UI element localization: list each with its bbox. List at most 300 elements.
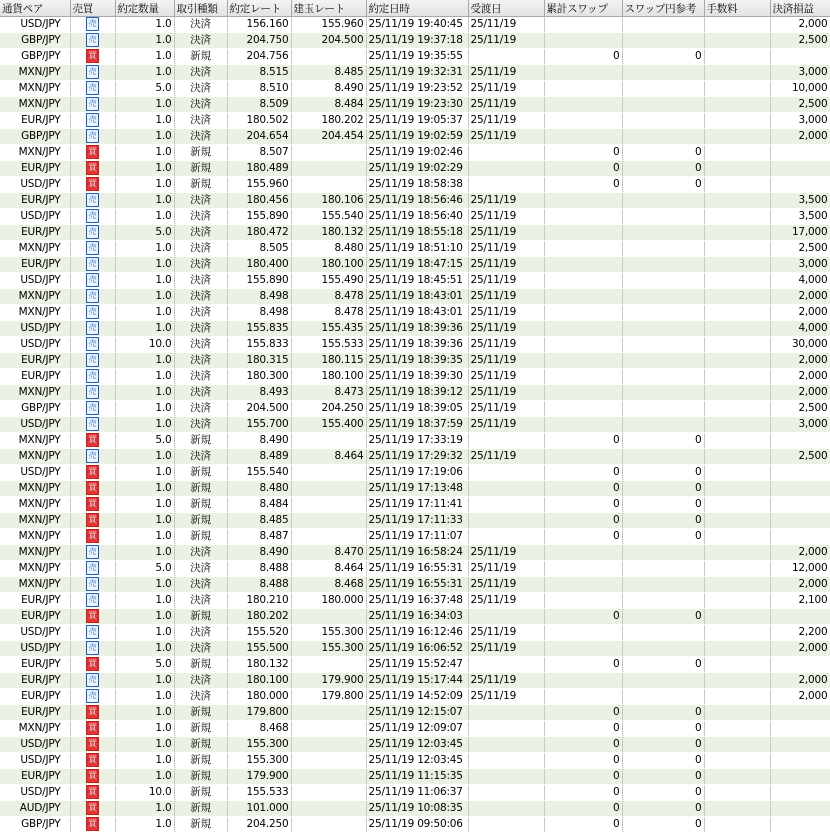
table-row[interactable] — [0, 161, 830, 177]
settlement-pl-cell: 2,500 — [770, 241, 830, 257]
settlement-pl-cell — [770, 705, 830, 721]
table-row[interactable] — [0, 65, 830, 81]
exec-rate-cell: 155.833 — [227, 337, 291, 353]
table-row[interactable] — [0, 529, 830, 545]
trade-type-cell: 新規 — [174, 177, 227, 193]
exec-rate-cell: 8.484 — [227, 497, 291, 513]
sell-badge: 売 — [86, 417, 99, 431]
table-row[interactable] — [0, 321, 830, 337]
settlement-date-cell: 25/11/19 — [468, 545, 544, 561]
side-cell — [70, 529, 115, 545]
settlement-date-cell: 25/11/19 — [468, 417, 544, 433]
side-cell — [70, 577, 115, 593]
table-row[interactable] — [0, 817, 830, 833]
exec-datetime-cell: 25/11/19 18:39:35 — [366, 353, 468, 369]
quantity-cell: 1.0 — [115, 609, 174, 625]
table-row[interactable] — [0, 49, 830, 65]
side-cell — [70, 81, 115, 97]
cumulative-swap-cell: 0 — [544, 705, 622, 721]
swap-yen-reference-cell — [622, 561, 704, 577]
settlement-date-cell — [468, 657, 544, 673]
cumulative-swap-cell: 0 — [544, 497, 622, 513]
settlement-date-cell — [468, 801, 544, 817]
quantity-cell: 1.0 — [115, 593, 174, 609]
settlement-date-cell: 25/11/19 — [468, 689, 544, 705]
pair-cell: USD/JPY — [0, 209, 70, 225]
exec-datetime-cell: 25/11/19 18:39:36 — [366, 321, 468, 337]
col-header-exec-datetime[interactable]: 約定日時 — [366, 0, 468, 17]
trade-type-cell: 新規 — [174, 657, 227, 673]
table-row[interactable] — [0, 257, 830, 273]
exec-rate-cell: 155.300 — [227, 753, 291, 769]
table-row[interactable] — [0, 705, 830, 721]
position-rate-cell: 155.533 — [291, 337, 366, 353]
exec-datetime-cell: 25/11/19 12:03:45 — [366, 753, 468, 769]
table-row[interactable] — [0, 145, 830, 161]
pair-cell: USD/JPY — [0, 625, 70, 641]
sell-badge: 売 — [86, 689, 99, 703]
exec-rate-cell: 204.654 — [227, 129, 291, 145]
table-row[interactable] — [0, 449, 830, 465]
pair-cell: MXN/JPY — [0, 529, 70, 545]
pair-cell: AUD/JPY — [0, 801, 70, 817]
exec-rate-cell: 8.485 — [227, 513, 291, 529]
quantity-cell: 1.0 — [115, 289, 174, 305]
quantity-cell: 5.0 — [115, 433, 174, 449]
quantity-cell: 1.0 — [115, 385, 174, 401]
trade-type-cell: 決済 — [174, 129, 227, 145]
exec-datetime-cell: 25/11/19 10:08:35 — [366, 801, 468, 817]
table-row[interactable] — [0, 97, 830, 113]
settlement-date-cell — [468, 721, 544, 737]
table-row[interactable] — [0, 609, 830, 625]
position-rate-cell — [291, 481, 366, 497]
quantity-cell: 1.0 — [115, 513, 174, 529]
col-header-trade-type[interactable]: 取引種類 — [174, 0, 227, 17]
pair-cell: EUR/JPY — [0, 353, 70, 369]
swap-yen-reference-cell: 0 — [622, 753, 704, 769]
trade-type-cell: 新規 — [174, 737, 227, 753]
table-row[interactable] — [0, 289, 830, 305]
quantity-cell: 5.0 — [115, 81, 174, 97]
table-row[interactable] — [0, 753, 830, 769]
position-rate-cell: 8.468 — [291, 577, 366, 593]
side-cell — [70, 497, 115, 513]
position-rate-cell: 8.478 — [291, 289, 366, 305]
side-cell — [70, 465, 115, 481]
position-rate-cell — [291, 609, 366, 625]
table-row[interactable] — [0, 225, 830, 241]
commission-cell — [704, 385, 770, 401]
trade-type-cell: 決済 — [174, 561, 227, 577]
swap-yen-reference-cell: 0 — [622, 513, 704, 529]
table-row[interactable] — [0, 17, 830, 33]
table-row[interactable] — [0, 769, 830, 785]
settlement-date-cell: 25/11/19 — [468, 353, 544, 369]
settlement-pl-cell — [770, 721, 830, 737]
swap-yen-reference-cell — [622, 273, 704, 289]
sell-badge: 売 — [86, 241, 99, 255]
swap-yen-reference-cell: 0 — [622, 657, 704, 673]
exec-datetime-cell: 25/11/19 19:02:46 — [366, 145, 468, 161]
cumulative-swap-cell: 0 — [544, 753, 622, 769]
table-row[interactable] — [0, 305, 830, 321]
side-cell — [70, 561, 115, 577]
pair-cell: MXN/JPY — [0, 561, 70, 577]
quantity-cell: 1.0 — [115, 401, 174, 417]
table-row[interactable] — [0, 801, 830, 817]
settlement-date-cell: 25/11/19 — [468, 209, 544, 225]
exec-rate-cell: 8.490 — [227, 433, 291, 449]
table-row[interactable] — [0, 369, 830, 385]
col-header-settlement-date[interactable]: 受渡日 — [468, 0, 544, 17]
commission-cell — [704, 465, 770, 481]
side-cell — [70, 737, 115, 753]
cumulative-swap-cell — [544, 641, 622, 657]
settlement-pl-cell: 2,000 — [770, 369, 830, 385]
commission-cell — [704, 737, 770, 753]
position-rate-cell: 8.464 — [291, 561, 366, 577]
exec-datetime-cell: 25/11/19 19:02:59 — [366, 129, 468, 145]
col-header-quantity[interactable]: 約定数量 — [115, 0, 174, 17]
table-row[interactable] — [0, 433, 830, 449]
exec-rate-cell: 8.487 — [227, 529, 291, 545]
col-header-commission[interactable]: 手数料 — [704, 0, 770, 17]
table-row[interactable] — [0, 465, 830, 481]
quantity-cell: 1.0 — [115, 689, 174, 705]
side-cell — [70, 609, 115, 625]
sell-badge: 売 — [86, 673, 99, 687]
settlement-pl-cell — [770, 657, 830, 673]
sell-badge: 売 — [86, 385, 99, 399]
position-rate-cell: 8.478 — [291, 305, 366, 321]
exec-datetime-cell: 25/11/19 16:58:24 — [366, 545, 468, 561]
buy-badge: 買 — [86, 769, 99, 783]
side-cell — [70, 241, 115, 257]
position-rate-cell: 155.400 — [291, 417, 366, 433]
commission-cell — [704, 817, 770, 833]
trade-type-cell: 決済 — [174, 337, 227, 353]
buy-badge: 買 — [86, 801, 99, 815]
quantity-cell: 1.0 — [115, 801, 174, 817]
position-rate-cell: 180.000 — [291, 593, 366, 609]
col-header-settlement-pl[interactable]: 決済損益 — [770, 0, 830, 17]
settlement-date-cell: 25/11/19 — [468, 81, 544, 97]
position-rate-cell — [291, 753, 366, 769]
table-row[interactable] — [0, 657, 830, 673]
swap-yen-reference-cell — [622, 641, 704, 657]
cumulative-swap-cell — [544, 33, 622, 49]
settlement-pl-cell: 17,000 — [770, 225, 830, 241]
swap-yen-reference-cell — [622, 257, 704, 273]
table-row[interactable] — [0, 81, 830, 97]
table-row[interactable] — [0, 193, 830, 209]
settlement-pl-cell: 2,000 — [770, 17, 830, 33]
exec-datetime-cell: 25/11/19 17:13:48 — [366, 481, 468, 497]
pair-cell: EUR/JPY — [0, 225, 70, 241]
quantity-cell: 1.0 — [115, 177, 174, 193]
trade-type-cell: 新規 — [174, 161, 227, 177]
exec-rate-cell: 204.500 — [227, 401, 291, 417]
commission-cell — [704, 177, 770, 193]
exec-datetime-cell: 25/11/19 11:06:37 — [366, 785, 468, 801]
settlement-date-cell — [468, 465, 544, 481]
exec-rate-cell: 155.890 — [227, 273, 291, 289]
commission-cell — [704, 705, 770, 721]
table-row[interactable] — [0, 33, 830, 49]
buy-badge: 買 — [86, 161, 99, 175]
pair-cell: EUR/JPY — [0, 609, 70, 625]
table-row[interactable] — [0, 177, 830, 193]
position-rate-cell: 8.485 — [291, 65, 366, 81]
table-row[interactable] — [0, 721, 830, 737]
quantity-cell: 1.0 — [115, 49, 174, 65]
commission-cell — [704, 481, 770, 497]
position-rate-cell — [291, 769, 366, 785]
cumulative-swap-cell: 0 — [544, 737, 622, 753]
cumulative-swap-cell: 0 — [544, 145, 622, 161]
pair-cell: MXN/JPY — [0, 289, 70, 305]
sell-badge: 売 — [86, 113, 99, 127]
quantity-cell: 1.0 — [115, 17, 174, 33]
side-cell — [70, 417, 115, 433]
pair-cell: USD/JPY — [0, 273, 70, 289]
settlement-pl-cell — [770, 785, 830, 801]
table-row[interactable] — [0, 593, 830, 609]
settlement-date-cell: 25/11/19 — [468, 561, 544, 577]
trade-type-cell: 新規 — [174, 721, 227, 737]
table-row[interactable] — [0, 417, 830, 433]
exec-rate-cell: 8.498 — [227, 289, 291, 305]
swap-yen-reference-cell — [622, 449, 704, 465]
table-row[interactable] — [0, 785, 830, 801]
trade-type-cell: 新規 — [174, 817, 227, 833]
exec-rate-cell: 155.960 — [227, 177, 291, 193]
settlement-pl-cell: 3,500 — [770, 193, 830, 209]
swap-yen-reference-cell — [622, 545, 704, 561]
buy-badge: 買 — [86, 497, 99, 511]
settlement-pl-cell: 3,500 — [770, 209, 830, 225]
buy-badge: 買 — [86, 657, 99, 671]
trade-type-cell: 決済 — [174, 241, 227, 257]
position-rate-cell — [291, 705, 366, 721]
commission-cell — [704, 657, 770, 673]
table-row[interactable] — [0, 385, 830, 401]
settlement-pl-cell — [770, 513, 830, 529]
table-row[interactable] — [0, 241, 830, 257]
table-row[interactable] — [0, 481, 830, 497]
buy-badge: 買 — [86, 753, 99, 767]
settlement-pl-cell: 4,000 — [770, 321, 830, 337]
table-row[interactable] — [0, 561, 830, 577]
col-header-exec-rate[interactable]: 約定レート — [227, 0, 291, 17]
pair-cell: MXN/JPY — [0, 65, 70, 81]
side-cell — [70, 817, 115, 833]
quantity-cell: 1.0 — [115, 65, 174, 81]
table-row[interactable] — [0, 689, 830, 705]
trade-type-cell: 新規 — [174, 513, 227, 529]
col-header-pair[interactable]: 通貨ペア — [0, 0, 70, 17]
position-rate-cell: 155.960 — [291, 17, 366, 33]
settlement-date-cell: 25/11/19 — [468, 449, 544, 465]
col-header-swap-yen-reference[interactable]: スワップ円参考 — [622, 0, 704, 17]
commission-cell — [704, 145, 770, 161]
position-rate-cell: 8.480 — [291, 241, 366, 257]
commission-cell — [704, 513, 770, 529]
cumulative-swap-cell — [544, 289, 622, 305]
side-cell — [70, 353, 115, 369]
sell-badge: 売 — [86, 17, 99, 31]
table-row[interactable] — [0, 737, 830, 753]
position-rate-cell: 155.490 — [291, 273, 366, 289]
side-cell — [70, 545, 115, 561]
col-header-side[interactable]: 売買 — [70, 0, 115, 17]
swap-yen-reference-cell — [622, 81, 704, 97]
position-rate-cell — [291, 657, 366, 673]
exec-rate-cell: 180.400 — [227, 257, 291, 273]
trade-type-cell: 決済 — [174, 353, 227, 369]
commission-cell — [704, 801, 770, 817]
table-row[interactable] — [0, 129, 830, 145]
cumulative-swap-cell — [544, 113, 622, 129]
col-header-cumulative-swap[interactable]: 累計スワップ — [544, 0, 622, 17]
sell-badge: 売 — [86, 65, 99, 79]
pair-cell: GBP/JPY — [0, 129, 70, 145]
table-row[interactable] — [0, 513, 830, 529]
side-cell — [70, 401, 115, 417]
cumulative-swap-cell — [544, 369, 622, 385]
table-row[interactable] — [0, 673, 830, 689]
side-cell — [70, 113, 115, 129]
cumulative-swap-cell — [544, 417, 622, 433]
side-cell — [70, 257, 115, 273]
exec-datetime-cell: 25/11/19 18:43:01 — [366, 305, 468, 321]
pair-cell: MXN/JPY — [0, 241, 70, 257]
table-row[interactable] — [0, 401, 830, 417]
exec-rate-cell: 180.489 — [227, 161, 291, 177]
position-rate-cell: 8.470 — [291, 545, 366, 561]
cumulative-swap-cell: 0 — [544, 481, 622, 497]
settlement-date-cell: 25/11/19 — [468, 401, 544, 417]
table-row[interactable] — [0, 273, 830, 289]
position-rate-cell — [291, 177, 366, 193]
col-header-position-rate[interactable]: 建玉レート — [291, 0, 366, 17]
settlement-pl-cell: 3,000 — [770, 113, 830, 129]
trade-type-cell: 決済 — [174, 625, 227, 641]
settlement-date-cell — [468, 497, 544, 513]
trade-type-cell: 決済 — [174, 641, 227, 657]
trade-type-cell: 新規 — [174, 609, 227, 625]
exec-rate-cell: 204.750 — [227, 33, 291, 49]
settlement-date-cell: 25/11/19 — [468, 593, 544, 609]
settlement-pl-cell — [770, 737, 830, 753]
side-cell — [70, 433, 115, 449]
quantity-cell: 1.0 — [115, 673, 174, 689]
side-cell — [70, 641, 115, 657]
sell-badge: 売 — [86, 193, 99, 207]
settlement-date-cell: 25/11/19 — [468, 337, 544, 353]
buy-badge: 買 — [86, 705, 99, 719]
swap-yen-reference-cell — [622, 625, 704, 641]
settlement-date-cell: 25/11/19 — [468, 113, 544, 129]
buy-badge: 買 — [86, 145, 99, 159]
buy-badge: 買 — [86, 465, 99, 479]
side-cell — [70, 689, 115, 705]
table-row[interactable] — [0, 545, 830, 561]
settlement-pl-cell: 30,000 — [770, 337, 830, 353]
table-row[interactable] — [0, 113, 830, 129]
swap-yen-reference-cell: 0 — [622, 785, 704, 801]
trade-type-cell: 新規 — [174, 529, 227, 545]
position-rate-cell: 155.435 — [291, 321, 366, 337]
table-row[interactable] — [0, 353, 830, 369]
table-row[interactable] — [0, 641, 830, 657]
exec-rate-cell: 8.490 — [227, 545, 291, 561]
table-row[interactable] — [0, 209, 830, 225]
side-cell — [70, 785, 115, 801]
position-rate-cell: 180.202 — [291, 113, 366, 129]
swap-yen-reference-cell: 0 — [622, 737, 704, 753]
settlement-date-cell: 25/11/19 — [468, 641, 544, 657]
swap-yen-reference-cell — [622, 321, 704, 337]
settlement-pl-cell: 2,000 — [770, 641, 830, 657]
sell-badge: 売 — [86, 641, 99, 655]
exec-datetime-cell: 25/11/19 19:05:37 — [366, 113, 468, 129]
exec-rate-cell: 180.100 — [227, 673, 291, 689]
commission-cell — [704, 641, 770, 657]
settlement-pl-cell — [770, 49, 830, 65]
trade-type-cell: 決済 — [174, 401, 227, 417]
settlement-date-cell — [468, 785, 544, 801]
settlement-date-cell — [468, 705, 544, 721]
exec-datetime-cell: 25/11/19 19:23:52 — [366, 81, 468, 97]
swap-yen-reference-cell: 0 — [622, 801, 704, 817]
table-row[interactable] — [0, 497, 830, 513]
exec-rate-cell: 155.890 — [227, 209, 291, 225]
exec-rate-cell: 155.835 — [227, 321, 291, 337]
cumulative-swap-cell: 0 — [544, 529, 622, 545]
swap-yen-reference-cell — [622, 33, 704, 49]
settlement-pl-cell: 4,000 — [770, 273, 830, 289]
settlement-pl-cell: 2,000 — [770, 353, 830, 369]
table-row[interactable] — [0, 337, 830, 353]
header-row — [0, 0, 830, 17]
quantity-cell: 1.0 — [115, 97, 174, 113]
table-row[interactable] — [0, 577, 830, 593]
trade-type-cell: 新規 — [174, 785, 227, 801]
sell-badge: 売 — [86, 225, 99, 239]
cumulative-swap-cell: 0 — [544, 161, 622, 177]
position-rate-cell: 204.454 — [291, 129, 366, 145]
commission-cell — [704, 369, 770, 385]
sell-badge: 売 — [86, 369, 99, 383]
table-row[interactable] — [0, 625, 830, 641]
buy-badge: 買 — [86, 433, 99, 447]
settlement-pl-cell — [770, 769, 830, 785]
trade-type-cell: 決済 — [174, 193, 227, 209]
swap-yen-reference-cell — [622, 305, 704, 321]
settlement-pl-cell: 2,000 — [770, 305, 830, 321]
swap-yen-reference-cell: 0 — [622, 177, 704, 193]
quantity-cell: 5.0 — [115, 225, 174, 241]
quantity-cell: 1.0 — [115, 33, 174, 49]
swap-yen-reference-cell — [622, 417, 704, 433]
settlement-pl-cell — [770, 529, 830, 545]
settlement-date-cell: 25/11/19 — [468, 289, 544, 305]
trade-type-cell: 新規 — [174, 433, 227, 449]
commission-cell — [704, 545, 770, 561]
trade-type-cell: 新規 — [174, 497, 227, 513]
